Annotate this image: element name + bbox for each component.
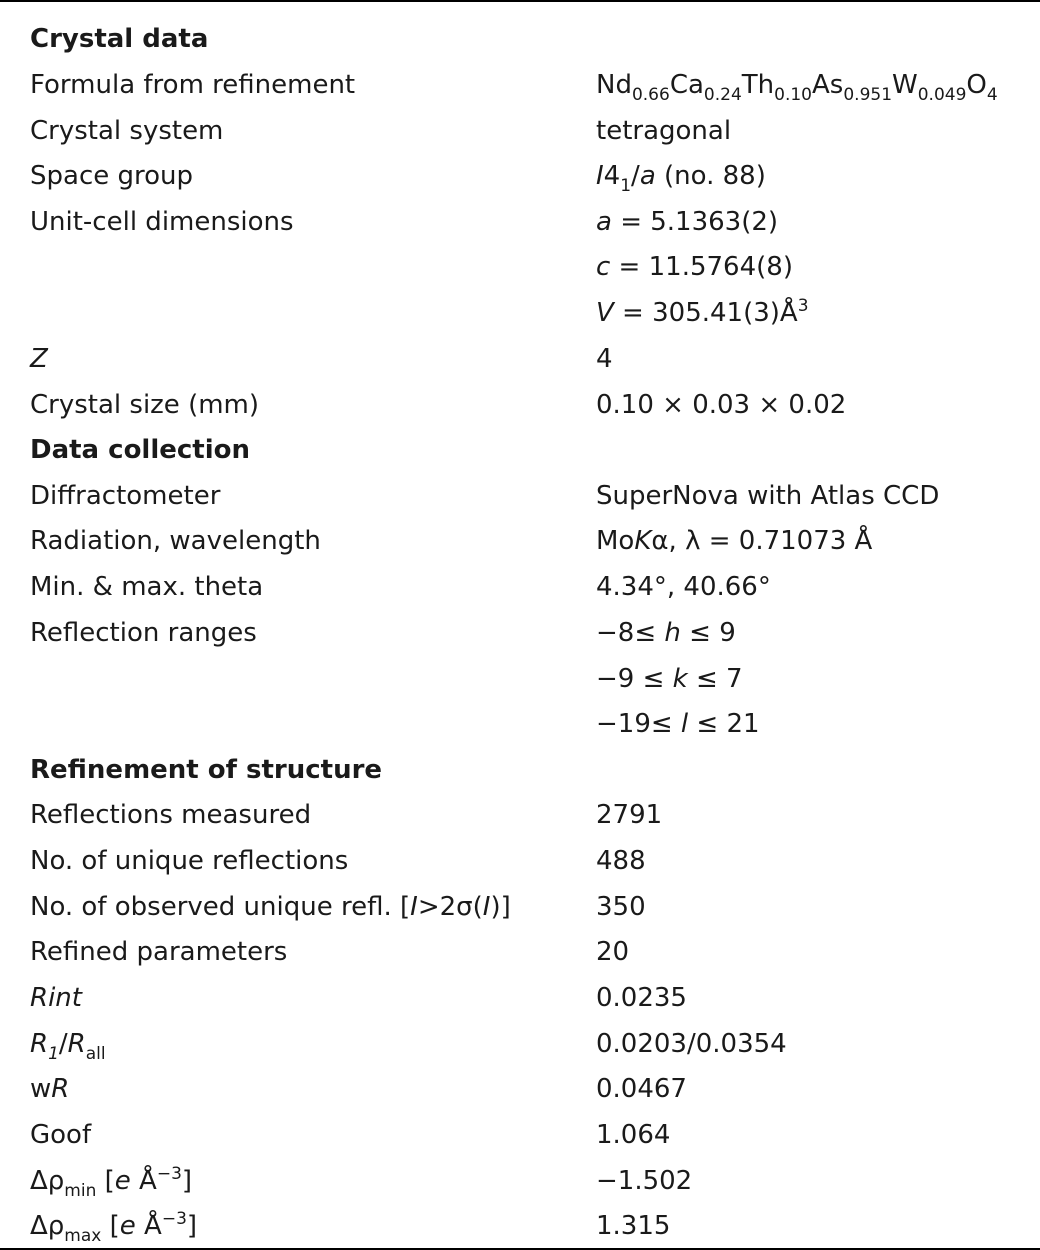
section-refinement xyxy=(0,747,1040,793)
section-title: Data collection xyxy=(30,435,251,465)
delta-rho-min-label: $\Delta\rho_{min}$ [e $Å^{-3}$] xyxy=(30,1164,193,1201)
r1-label: $R_1/R_{all}$ xyxy=(30,1029,106,1064)
space-group-value: $I4_1/a$ (no. 88) xyxy=(596,161,766,196)
range-k-value: −9 ≤ k ≤ 7 xyxy=(596,664,743,694)
row-value: 350 xyxy=(596,892,646,922)
row-value: 0.0467 xyxy=(596,1074,687,1104)
observed-label: No. of observed unique refl. [I>2σ(I)] xyxy=(30,892,511,922)
row-observed-reflections xyxy=(0,884,1040,930)
row-space-group xyxy=(0,153,1040,199)
row-wr xyxy=(0,1066,1040,1112)
row-r1-rall xyxy=(0,1021,1040,1067)
row-label: Radiation, wavelength xyxy=(30,526,321,556)
row-range-h xyxy=(0,610,1040,656)
row-value: 488 xyxy=(596,846,646,876)
row-value: −1.502 xyxy=(596,1166,693,1196)
row-theta xyxy=(0,564,1040,610)
row-range-l xyxy=(0,701,1040,747)
row-label: Diffractometer xyxy=(30,481,221,511)
delta-rho-max-label: $\Delta\rho_{max}$ [e $Å^{-3}$] xyxy=(30,1209,198,1246)
range-l-value: −19≤ l ≤ 21 xyxy=(596,709,760,739)
row-value: 0.0235 xyxy=(596,983,687,1013)
formula-value: $Nd_{0.66}Ca_{0.24}Th_{0.10}As_{0.951}W_{0.049}O_4$ xyxy=(596,70,998,105)
row-label: Z xyxy=(30,344,48,374)
row-label: Refined parameters xyxy=(30,937,288,967)
row-value: 20 xyxy=(596,937,630,967)
row-value: SuperNova with Atlas CCD xyxy=(596,481,940,511)
row-value: 0.0203/0.0354 xyxy=(596,1029,787,1059)
row-label: No. of unique reflections xyxy=(30,846,349,876)
row-refined-parameters xyxy=(0,929,1040,975)
cell-a-value: a = 5.1363(2) xyxy=(596,207,779,237)
row-crystal-size xyxy=(0,382,1040,428)
wr-label: wR xyxy=(30,1074,70,1104)
row-label: Formula from refinement xyxy=(30,70,356,100)
row-value: 1.064 xyxy=(596,1120,671,1150)
row-value: 1.315 xyxy=(596,1211,671,1241)
row-reflections-measured xyxy=(0,792,1040,838)
row-rint xyxy=(0,975,1040,1021)
row-label: Reflections measured xyxy=(30,800,312,830)
row-crystal-system xyxy=(0,108,1040,154)
row-label: Rint xyxy=(30,983,82,1013)
row-label: Crystal system xyxy=(30,116,224,146)
row-label: Reflection ranges xyxy=(30,618,257,648)
row-value: tetragonal xyxy=(596,116,732,146)
row-value: 0.10 × 0.03 × 0.02 xyxy=(596,390,847,420)
row-label: Min. & max. theta xyxy=(30,572,264,602)
row-label: Unit-cell dimensions xyxy=(30,207,294,237)
row-formula xyxy=(0,62,1040,108)
row-unit-cell-v xyxy=(0,290,1040,336)
row-delta-rho-min xyxy=(0,1158,1040,1204)
row-range-k xyxy=(0,656,1040,702)
row-unit-cell-c xyxy=(0,244,1040,290)
section-crystal-data xyxy=(0,16,1040,62)
section-title: Refinement of structure xyxy=(30,755,383,785)
range-h-value: −8≤ h ≤ 9 xyxy=(596,618,736,648)
row-delta-rho-max xyxy=(0,1203,1040,1249)
row-value: 2791 xyxy=(596,800,663,830)
radiation-value: MoKα, λ = 0.71073 Å xyxy=(596,526,873,556)
row-goof xyxy=(0,1112,1040,1158)
row-z xyxy=(0,336,1040,382)
row-unique-reflections xyxy=(0,838,1040,884)
row-value: 4 xyxy=(596,344,613,374)
cell-c-value: c = 11.5764(8) xyxy=(596,252,793,282)
row-value: 4.34°, 40.66° xyxy=(596,572,771,602)
row-radiation xyxy=(0,518,1040,564)
row-label: Crystal size (mm) xyxy=(30,390,260,420)
cell-v-value: $V = 305.41(3)Å^3$ xyxy=(596,296,809,328)
row-unit-cell-a xyxy=(0,199,1040,245)
row-label: Goof xyxy=(30,1120,92,1150)
section-data-collection xyxy=(0,427,1040,473)
row-diffractometer xyxy=(0,473,1040,519)
row-label: Space group xyxy=(30,161,194,191)
section-title: Crystal data xyxy=(30,24,209,54)
